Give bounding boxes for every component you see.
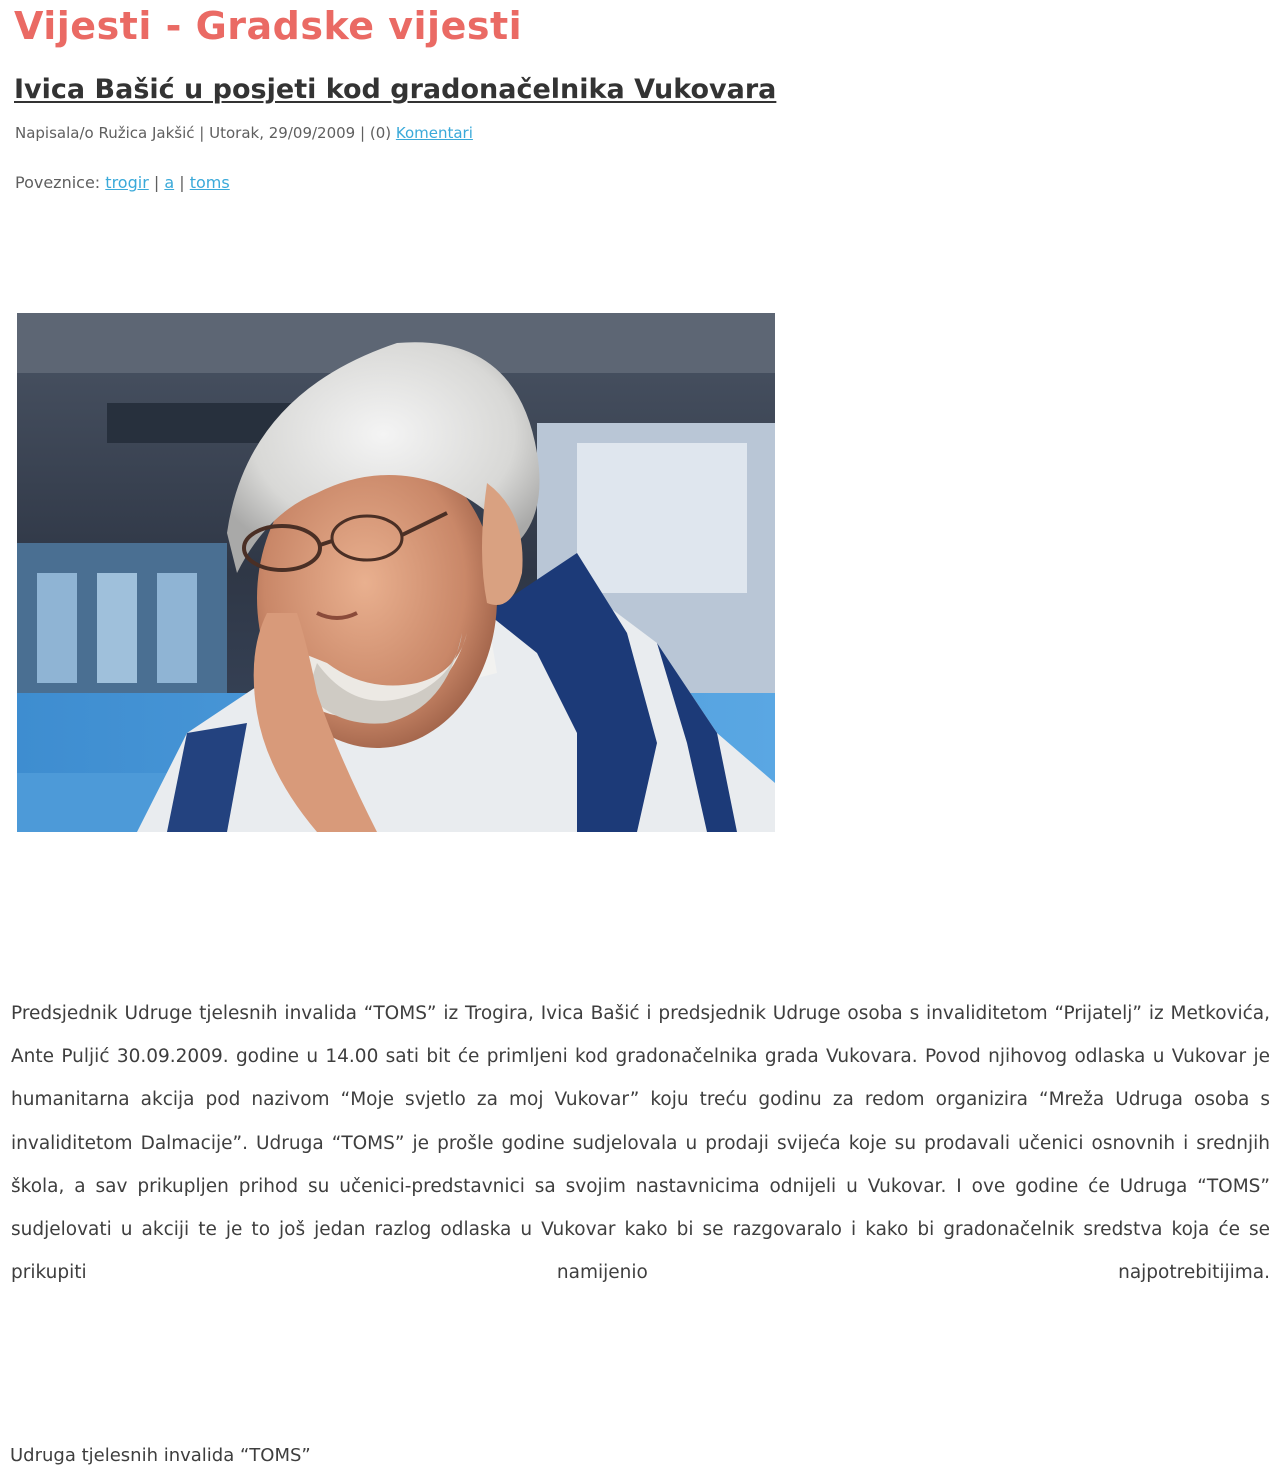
section-title: Vijesti - Gradske vijesti xyxy=(14,4,523,48)
article-signature: Udruga tjelesnih invalida “TOMS” xyxy=(10,1445,311,1466)
article-meta xyxy=(15,122,473,144)
related-links xyxy=(15,172,230,194)
meta-separator: | xyxy=(199,124,205,142)
publish-date: Utorak, 29/09/2009 xyxy=(209,124,356,142)
tag-link-trogir[interactable]: trogir xyxy=(105,173,149,192)
photo-portrait-icon xyxy=(17,313,775,832)
tag-link-toms[interactable]: toms xyxy=(189,173,230,192)
article-photo xyxy=(17,313,775,832)
comments-link[interactable]: Komentari xyxy=(395,124,473,142)
author: Napisala/o Ružica Jakšić xyxy=(15,124,195,142)
link-separator: | xyxy=(179,173,185,192)
article-body: Predsjednik Udruge tjelesnih invalida “TOMS” iz Trogira, Ivica Bašić i predsjednik Udruge osoba s invaliditetom “Prijatelj” iz Metkovića, Ante Puljić 30.09.2009. godine u 14.00 sati bit će primljeni kod gradonačelnika grada Vukovara. Povod njihovog odlaska u Vukovar je humanitarna akcija pod nazivom “Moje svjetlo za moj Vukovar” koju treću godinu za redom organizira “Mreža Udruga osoba s invaliditetom Dalmacije”. Udruga “TOMS” je prošle godine sudjelovala u prodaji svijeća koje su prodavali učenici osnovnih i srednjih škola, a sav prikupljen prihod su učenici-predstavnici sa svojim nastavnicima odnijeli u Vukovar. I ove godine će Udruga “TOMS” sudjelovati u akciji te je to još jedan razlog odlaska u Vukovar kako bi se razgovaralo i kako bi gradonačelnik sredstva koja će se prikupiti namijenio najpotrebitijima. xyxy=(11,1003,1270,1284)
tag-link-a[interactable]: a xyxy=(164,173,175,192)
article-title[interactable]: Ivica Bašić u posjeti kod gradonačelnika Vukovara xyxy=(14,74,777,105)
meta-separator: | xyxy=(360,124,366,142)
link-separator: | xyxy=(153,173,160,192)
related-links-label: Poveznice: xyxy=(15,173,101,192)
comment-count: (0) xyxy=(369,124,392,142)
